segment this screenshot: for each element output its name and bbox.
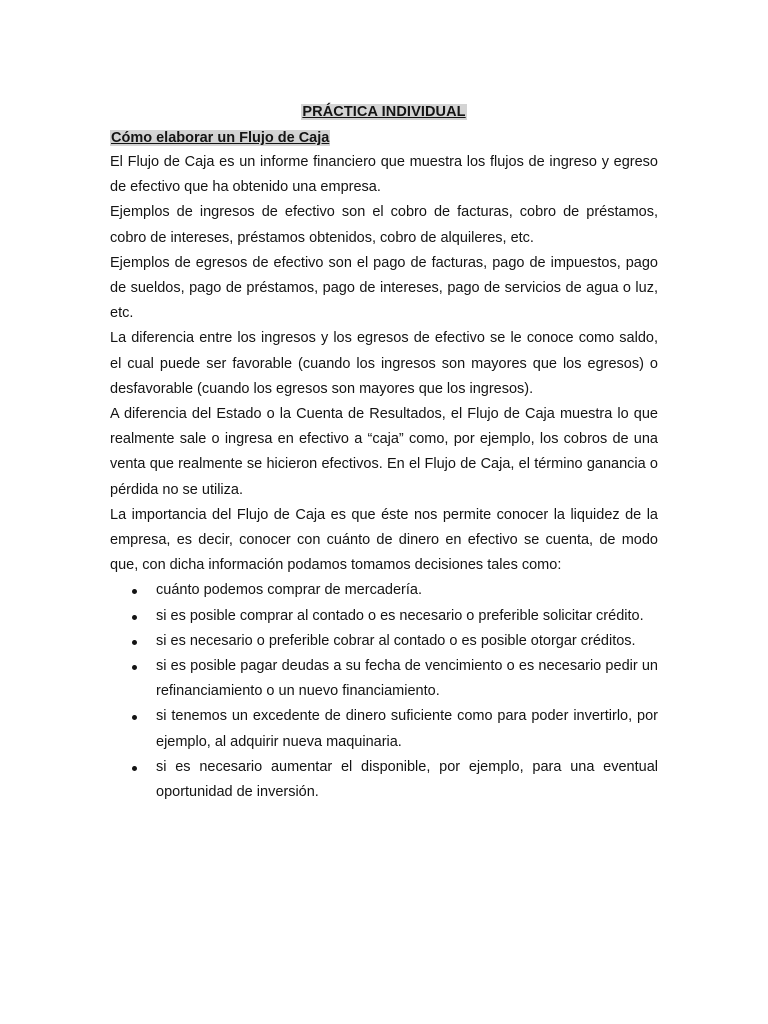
bullet-icon: [132, 589, 137, 594]
list-item: [110, 629, 658, 654]
bullet-icon: [132, 640, 137, 645]
list-item: [110, 578, 658, 603]
bullet-icon: [132, 715, 137, 720]
list-item: [110, 654, 658, 704]
decision-list: [110, 578, 658, 805]
subtitle-line: [110, 125, 658, 150]
list-item-text: cuánto podemos comprar de mercadería.: [156, 582, 422, 599]
paragraph-importance: La importancia del Flujo de Caja es que éste nos permite conocer la liquidez de la empresa, es decir, conocer con cuánto de dinero en efectivo se cuenta, de modo que, con dicha información podamos tomamos decisiones tales como:: [110, 506, 658, 574]
list-item-text: si tenemos un excedente de dinero suficiente como para poder invertirlo, por ejemplo, al adquirir nueva maquinaria.: [156, 708, 658, 750]
list-item-text: si es posible pagar deudas a su fecha de vencimiento o es necesario pedir un refinanciamiento o un nuevo financiamiento.: [156, 658, 658, 700]
bullet-icon: [132, 766, 137, 771]
bullet-icon: [132, 665, 137, 670]
paragraph-income-examples: Ejemplos de ingresos de efectivo son el cobro de facturas, cobro de préstamos, cobro de intereses, préstamos obtenidos, cobro de alquileres, etc.: [110, 204, 658, 246]
page-title: PRÁCTICA INDIVIDUAL: [302, 104, 466, 120]
paragraph-expense-examples: Ejemplos de egresos de efectivo son el pago de facturas, pago de impuestos, pago de sueldos, pago de préstamos, pago de intereses, pago de servicios de agua o luz, etc.: [110, 254, 658, 322]
paragraph-definition: El Flujo de Caja es un informe financiero que muestra los flujos de ingreso y egreso de efectivo que ha obtenido una empresa.: [110, 154, 658, 196]
list-item: [110, 704, 658, 754]
list-item-text: si es necesario aumentar el disponible, por ejemplo, para una eventual oportunidad de inversión.: [156, 758, 658, 801]
list-item: [110, 604, 658, 629]
list-item: [110, 755, 658, 805]
section-heading: Cómo elaborar un Flujo de Caja: [111, 130, 330, 146]
bullet-icon: [132, 615, 137, 620]
title-line: [110, 99, 658, 125]
paragraph-balance: La diferencia entre los ingresos y los egresos de efectivo se le conoce como saldo, el cual puede ser favorable (cuando los ingresos son mayores que los egresos) o desfavorable (cuando los egresos son mayores que los ingresos).: [110, 330, 658, 397]
list-item-text: si es necesario o preferible cobrar al contado o es posible otorgar créditos.: [156, 632, 636, 649]
paragraph-difference: A diferencia del Estado o la Cuenta de Resultados, el Flujo de Caja muestra lo que realmente sale o ingresa en efectivo a “caja” como, por ejemplo, los cobros de una venta que realmente se hicieron efectivos. En el Flujo de Caja, el término ganancia o pérdida no se utiliza.: [110, 406, 658, 498]
list-item-text: si es posible comprar al contado o es necesario o preferible solicitar crédito.: [156, 607, 644, 624]
document-body: [110, 99, 658, 805]
